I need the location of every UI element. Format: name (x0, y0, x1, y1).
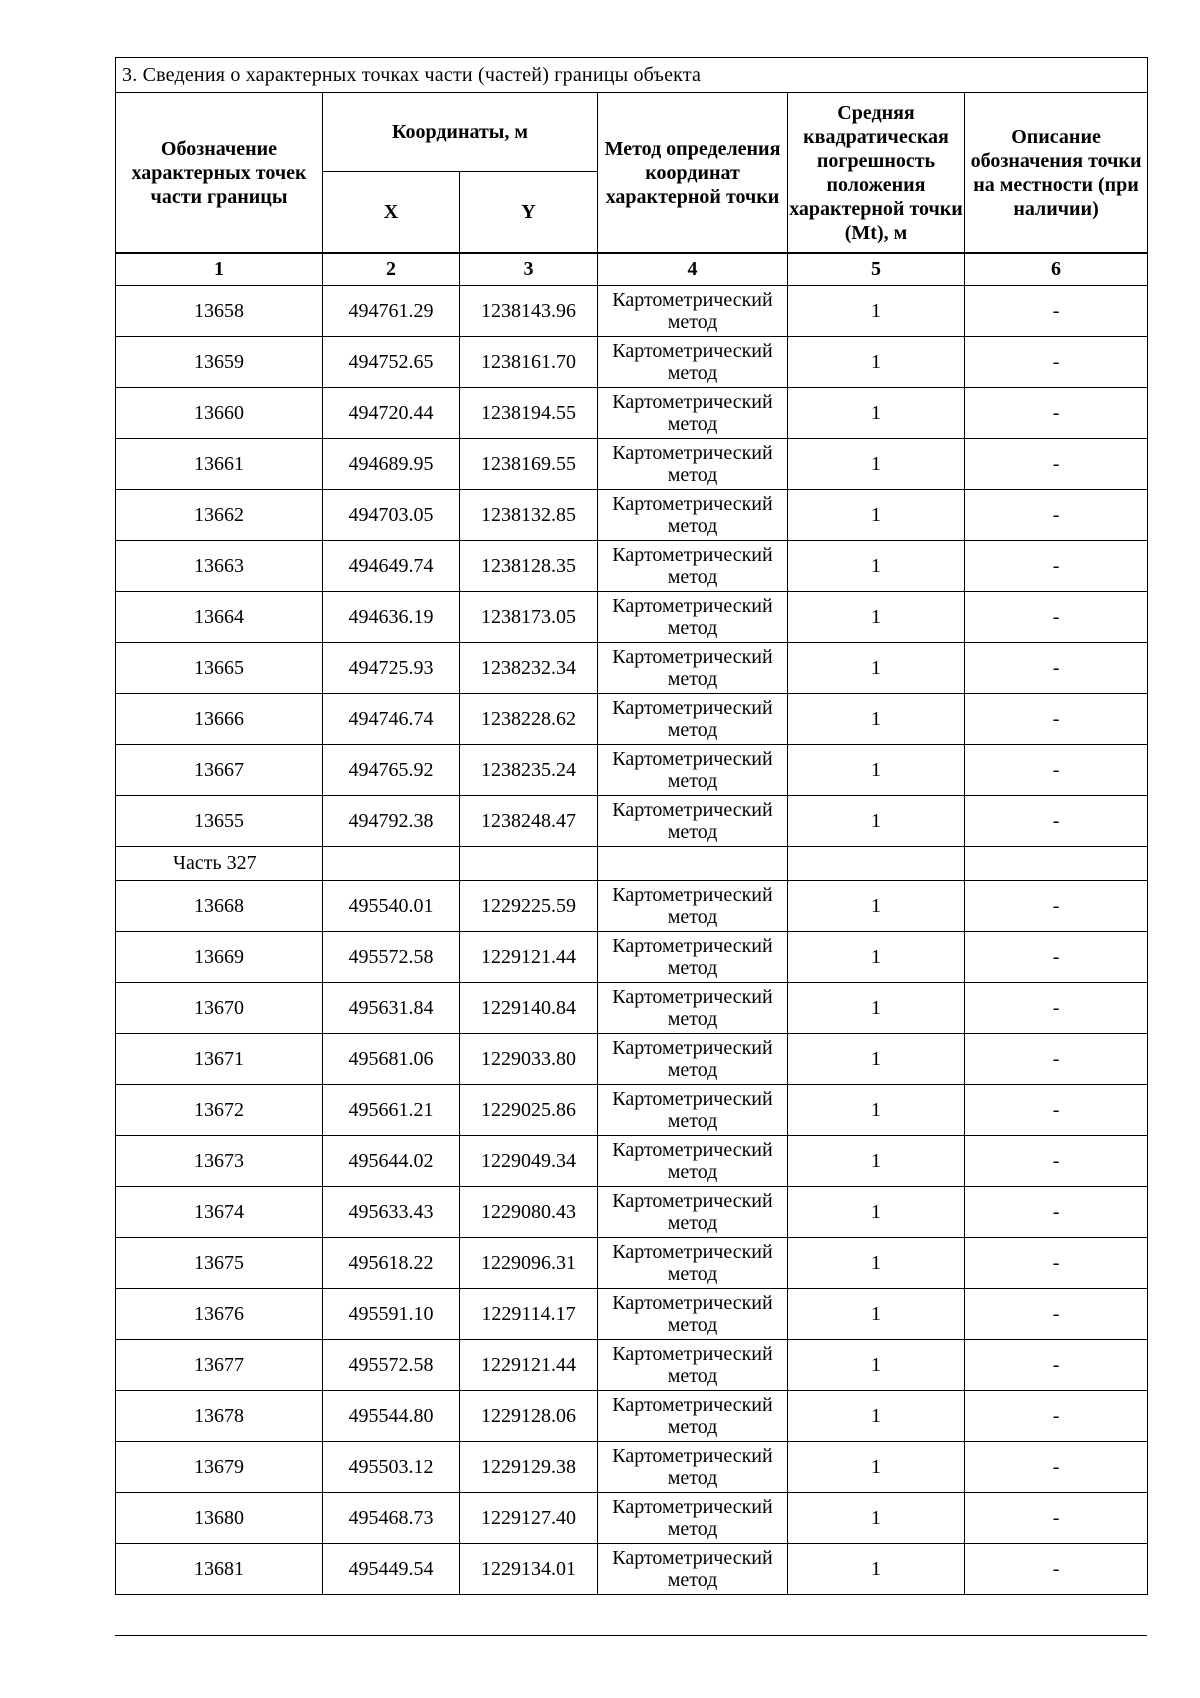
y-coordinate-cell: 1229127.40 (460, 1493, 598, 1544)
header-coordinates: Координаты, м (323, 93, 598, 172)
description-cell: - (965, 932, 1148, 983)
y-coordinate-cell: 1238194.55 (460, 388, 598, 439)
description-cell: - (965, 1187, 1148, 1238)
column-number: 3 (460, 253, 598, 286)
point-id-cell: 13663 (116, 541, 323, 592)
section-title-row (116, 58, 1148, 93)
y-coordinate-cell: 1229140.84 (460, 983, 598, 1034)
y-coordinate-cell: 1229033.80 (460, 1034, 598, 1085)
y-coordinate-cell: 1229049.34 (460, 1136, 598, 1187)
point-id-cell: 13659 (116, 337, 323, 388)
header-description: Описание обозначения точки на местности (при наличии) (965, 93, 1148, 254)
point-id-cell: 13680 (116, 1493, 323, 1544)
x-coordinate-cell: 494725.93 (323, 643, 460, 694)
x-coordinate-cell: 494752.65 (323, 337, 460, 388)
method-cell: Картометрический метод (598, 439, 788, 490)
y-coordinate-cell: 1238248.47 (460, 796, 598, 847)
table-row (116, 541, 1148, 592)
method-cell: Картометрический метод (598, 490, 788, 541)
point-id-cell: 13677 (116, 1340, 323, 1391)
table-row (116, 286, 1148, 337)
page-footer-rule (115, 1635, 1147, 1636)
description-cell: - (965, 1034, 1148, 1085)
table-row (116, 439, 1148, 490)
point-id-cell: 13678 (116, 1391, 323, 1442)
mean-error-cell: 1 (788, 592, 965, 643)
point-id-cell: 13668 (116, 881, 323, 932)
empty-cell (460, 847, 598, 881)
y-coordinate-cell: 1229121.44 (460, 932, 598, 983)
point-id-cell: 13662 (116, 490, 323, 541)
table-row (116, 592, 1148, 643)
point-id-cell: 13667 (116, 745, 323, 796)
point-id-cell: 13664 (116, 592, 323, 643)
description-cell: - (965, 490, 1148, 541)
method-cell: Картометрический метод (598, 745, 788, 796)
mean-error-cell: 1 (788, 1493, 965, 1544)
table-row (116, 983, 1148, 1034)
description-cell: - (965, 1289, 1148, 1340)
mean-error-cell: 1 (788, 1340, 965, 1391)
description-cell: - (965, 388, 1148, 439)
part-label: Часть 327 (116, 847, 323, 881)
method-cell: Картометрический метод (598, 1493, 788, 1544)
method-cell: Картометрический метод (598, 1187, 788, 1238)
point-id-cell: 13673 (116, 1136, 323, 1187)
table-row (116, 1238, 1148, 1289)
point-id-cell: 13658 (116, 286, 323, 337)
mean-error-cell: 1 (788, 388, 965, 439)
x-coordinate-cell: 495591.10 (323, 1289, 460, 1340)
part-header-row (116, 847, 1148, 881)
x-coordinate-cell: 495449.54 (323, 1544, 460, 1595)
mean-error-cell: 1 (788, 1544, 965, 1595)
y-coordinate-cell: 1238169.55 (460, 439, 598, 490)
mean-error-cell: 1 (788, 1289, 965, 1340)
table-row (116, 1391, 1148, 1442)
header-y: Y (460, 172, 598, 254)
description-cell: - (965, 541, 1148, 592)
mean-error-cell: 1 (788, 1238, 965, 1289)
table-row (116, 1493, 1148, 1544)
point-id-cell: 13665 (116, 643, 323, 694)
y-coordinate-cell: 1238161.70 (460, 337, 598, 388)
mean-error-cell: 1 (788, 881, 965, 932)
mean-error-cell: 1 (788, 643, 965, 694)
x-coordinate-cell: 495572.58 (323, 932, 460, 983)
column-number: 4 (598, 253, 788, 286)
method-cell: Картометрический метод (598, 1442, 788, 1493)
y-coordinate-cell: 1229025.86 (460, 1085, 598, 1136)
table-row (116, 745, 1148, 796)
method-cell: Картометрический метод (598, 1034, 788, 1085)
empty-cell (788, 847, 965, 881)
y-coordinate-cell: 1229096.31 (460, 1238, 598, 1289)
method-cell: Картометрический метод (598, 1340, 788, 1391)
mean-error-cell: 1 (788, 490, 965, 541)
y-coordinate-cell: 1238128.35 (460, 541, 598, 592)
method-cell: Картометрический метод (598, 1391, 788, 1442)
x-coordinate-cell: 494649.74 (323, 541, 460, 592)
x-coordinate-cell: 494703.05 (323, 490, 460, 541)
mean-error-cell: 1 (788, 1442, 965, 1493)
y-coordinate-cell: 1229080.43 (460, 1187, 598, 1238)
point-id-cell: 13681 (116, 1544, 323, 1595)
description-cell: - (965, 745, 1148, 796)
table-row (116, 490, 1148, 541)
method-cell: Картометрический метод (598, 881, 788, 932)
x-coordinate-cell: 495631.84 (323, 983, 460, 1034)
y-coordinate-cell: 1238232.34 (460, 643, 598, 694)
x-coordinate-cell: 494765.92 (323, 745, 460, 796)
table-row (116, 796, 1148, 847)
description-cell: - (965, 1391, 1148, 1442)
x-coordinate-cell: 495468.73 (323, 1493, 460, 1544)
point-id-cell: 13661 (116, 439, 323, 490)
point-id-cell: 13675 (116, 1238, 323, 1289)
x-coordinate-cell: 495540.01 (323, 881, 460, 932)
y-coordinate-cell: 1238143.96 (460, 286, 598, 337)
empty-cell (598, 847, 788, 881)
y-coordinate-cell: 1229129.38 (460, 1442, 598, 1493)
column-number: 2 (323, 253, 460, 286)
characteristic-points-table (115, 57, 1148, 1595)
table-row (116, 1544, 1148, 1595)
method-cell: Картометрический метод (598, 643, 788, 694)
description-cell: - (965, 1085, 1148, 1136)
column-numbers-row (116, 253, 1148, 286)
column-number: 1 (116, 253, 323, 286)
header-mean-error: Средняя квадратическая погрешность положения характерной точки (Mt), м (788, 93, 965, 254)
description-cell: - (965, 1442, 1148, 1493)
mean-error-cell: 1 (788, 1136, 965, 1187)
description-cell: - (965, 439, 1148, 490)
description-cell: - (965, 694, 1148, 745)
section-title: 3. Сведения о характерных точках части (частей) границы объекта (116, 58, 1148, 93)
description-cell: - (965, 1493, 1148, 1544)
x-coordinate-cell: 495681.06 (323, 1034, 460, 1085)
description-cell: - (965, 643, 1148, 694)
y-coordinate-cell: 1238132.85 (460, 490, 598, 541)
method-cell: Картометрический метод (598, 1289, 788, 1340)
table-row (116, 1136, 1148, 1187)
header-x: X (323, 172, 460, 254)
mean-error-cell: 1 (788, 1187, 965, 1238)
x-coordinate-cell: 495644.02 (323, 1136, 460, 1187)
mean-error-cell: 1 (788, 1034, 965, 1085)
x-coordinate-cell: 495503.12 (323, 1442, 460, 1493)
y-coordinate-cell: 1229121.44 (460, 1340, 598, 1391)
x-coordinate-cell: 494746.74 (323, 694, 460, 745)
y-coordinate-cell: 1238228.62 (460, 694, 598, 745)
x-coordinate-cell: 494720.44 (323, 388, 460, 439)
mean-error-cell: 1 (788, 439, 965, 490)
method-cell: Картометрический метод (598, 592, 788, 643)
description-cell: - (965, 1340, 1148, 1391)
method-cell: Картометрический метод (598, 1136, 788, 1187)
x-coordinate-cell: 494761.29 (323, 286, 460, 337)
table-row (116, 1034, 1148, 1085)
table-row (116, 881, 1148, 932)
x-coordinate-cell: 495544.80 (323, 1391, 460, 1442)
description-cell: - (965, 881, 1148, 932)
x-coordinate-cell: 495572.58 (323, 1340, 460, 1391)
point-id-cell: 13666 (116, 694, 323, 745)
mean-error-cell: 1 (788, 796, 965, 847)
mean-error-cell: 1 (788, 1391, 965, 1442)
description-cell: - (965, 1136, 1148, 1187)
method-cell: Картометрический метод (598, 694, 788, 745)
mean-error-cell: 1 (788, 745, 965, 796)
x-coordinate-cell: 495633.43 (323, 1187, 460, 1238)
description-cell: - (965, 592, 1148, 643)
description-cell: - (965, 1544, 1148, 1595)
point-id-cell: 13669 (116, 932, 323, 983)
column-number: 6 (965, 253, 1148, 286)
y-coordinate-cell: 1229134.01 (460, 1544, 598, 1595)
point-id-cell: 13672 (116, 1085, 323, 1136)
x-coordinate-cell: 494689.95 (323, 439, 460, 490)
method-cell: Картометрический метод (598, 796, 788, 847)
method-cell: Картометрический метод (598, 1544, 788, 1595)
mean-error-cell: 1 (788, 541, 965, 592)
description-cell: - (965, 983, 1148, 1034)
table-row (116, 388, 1148, 439)
table-row (116, 643, 1148, 694)
x-coordinate-cell: 494792.38 (323, 796, 460, 847)
point-id-cell: 13671 (116, 1034, 323, 1085)
point-id-cell: 13674 (116, 1187, 323, 1238)
mean-error-cell: 1 (788, 932, 965, 983)
table-row (116, 1340, 1148, 1391)
table-row (116, 1289, 1148, 1340)
y-coordinate-cell: 1229225.59 (460, 881, 598, 932)
method-cell: Картометрический метод (598, 983, 788, 1034)
description-cell: - (965, 286, 1148, 337)
method-cell: Картометрический метод (598, 541, 788, 592)
table-row (116, 694, 1148, 745)
y-coordinate-cell: 1238173.05 (460, 592, 598, 643)
y-coordinate-cell: 1229128.06 (460, 1391, 598, 1442)
description-cell: - (965, 1238, 1148, 1289)
x-coordinate-cell: 494636.19 (323, 592, 460, 643)
table-row (116, 337, 1148, 388)
header-row-top (116, 93, 1148, 172)
mean-error-cell: 1 (788, 983, 965, 1034)
method-cell: Картометрический метод (598, 1238, 788, 1289)
mean-error-cell: 1 (788, 694, 965, 745)
method-cell: Картометрический метод (598, 286, 788, 337)
method-cell: Картометрический метод (598, 932, 788, 983)
mean-error-cell: 1 (788, 337, 965, 388)
x-coordinate-cell: 495661.21 (323, 1085, 460, 1136)
point-id-cell: 13655 (116, 796, 323, 847)
column-number: 5 (788, 253, 965, 286)
header-point-designation: Обозначение характерных точек части границы (116, 93, 323, 254)
header-method: Метод определения координат характерной точки (598, 93, 788, 254)
method-cell: Картометрический метод (598, 337, 788, 388)
description-cell: - (965, 796, 1148, 847)
table-row (116, 1187, 1148, 1238)
y-coordinate-cell: 1229114.17 (460, 1289, 598, 1340)
method-cell: Картометрический метод (598, 388, 788, 439)
point-id-cell: 13660 (116, 388, 323, 439)
empty-cell (965, 847, 1148, 881)
point-id-cell: 13670 (116, 983, 323, 1034)
description-cell: - (965, 337, 1148, 388)
table-row (116, 932, 1148, 983)
mean-error-cell: 1 (788, 286, 965, 337)
table-row (116, 1085, 1148, 1136)
point-id-cell: 13676 (116, 1289, 323, 1340)
y-coordinate-cell: 1238235.24 (460, 745, 598, 796)
method-cell: Картометрический метод (598, 1085, 788, 1136)
x-coordinate-cell: 495618.22 (323, 1238, 460, 1289)
empty-cell (323, 847, 460, 881)
table-row (116, 1442, 1148, 1493)
point-id-cell: 13679 (116, 1442, 323, 1493)
mean-error-cell: 1 (788, 1085, 965, 1136)
